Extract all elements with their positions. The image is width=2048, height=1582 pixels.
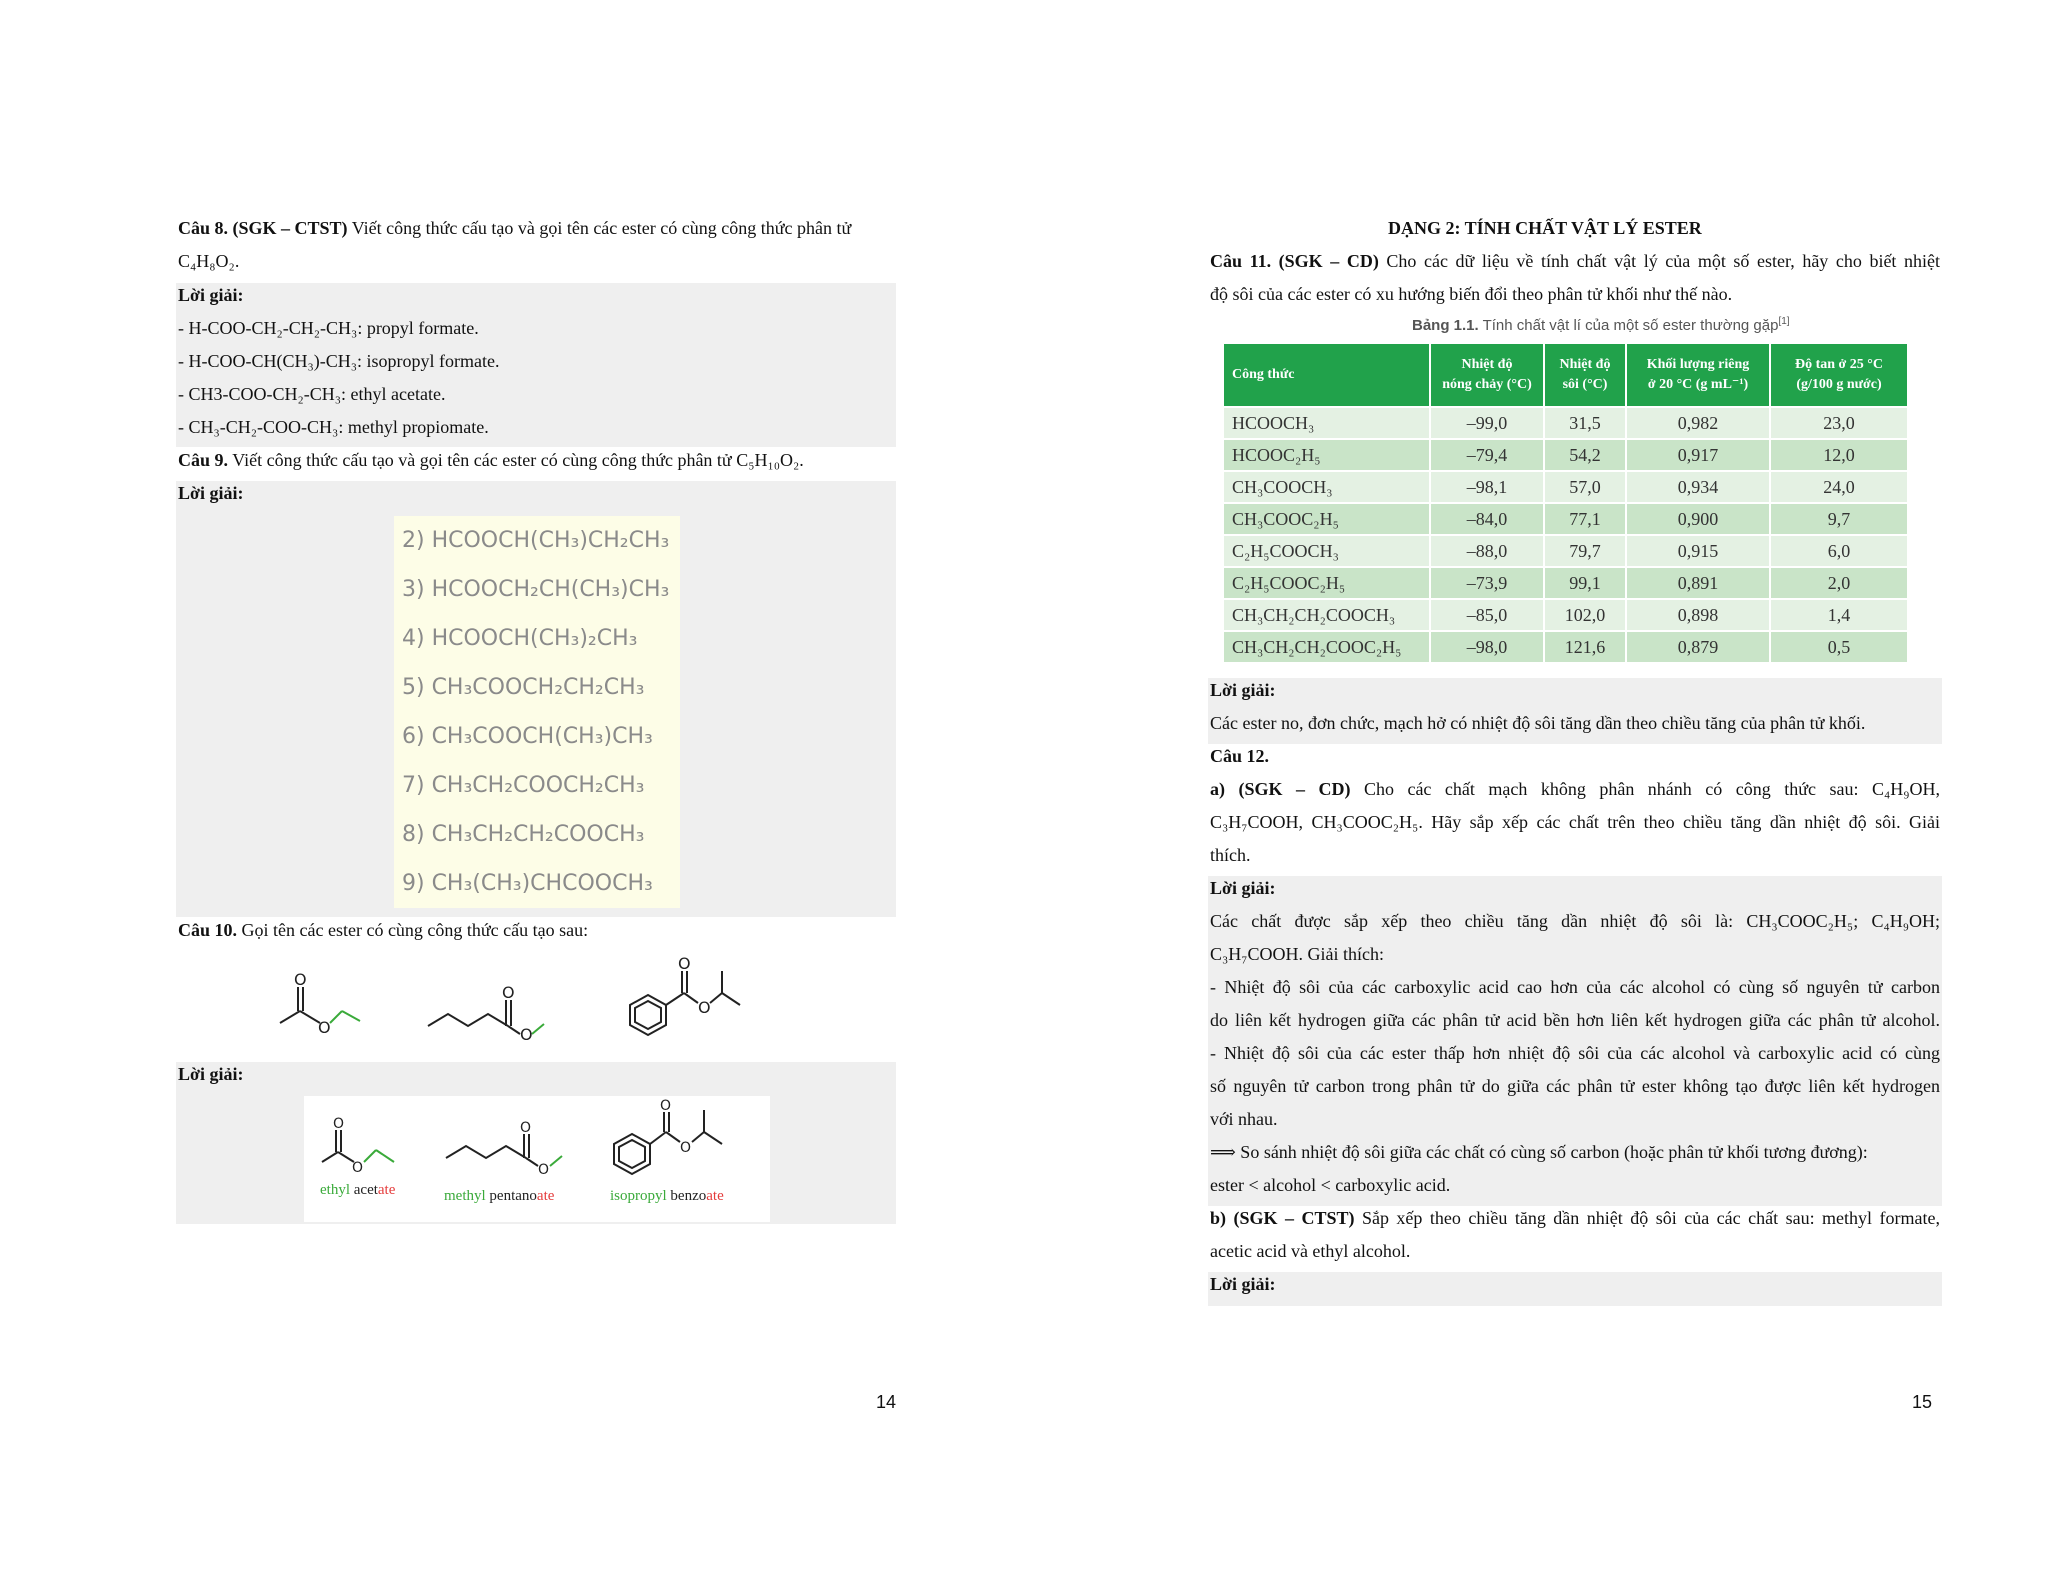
q12b-line-1: b) (SGK – CTST) Sắp xếp theo chiều tăng dần nhiệt độ sôi của các chất sau: methyl formate, (1210, 1208, 1940, 1228)
svg-text:O: O (502, 983, 515, 1002)
q12a-solution-line: ⟹ So sánh nhiệt độ sôi giữa các chất có cùng số carbon (hoặc phân tử khối tương đương): (1210, 1142, 1868, 1162)
q12a-solution-line: - Nhiệt độ sôi của các carboxylic acid cao hơn của các alcohol có cùng số nguyên tử carbon (1210, 977, 1940, 997)
formula-item: 2) HCOOCH(CH₃)CH₂CH₃ (402, 528, 670, 553)
q8-solution-label: Lời giải: (178, 285, 244, 305)
q12a-line-2: C₃H₇COOH, CH₃COOC₂H₅. Hãy sắp xếp các chất trên theo chiều tăng dần nhiệt độ sôi. Giải (1210, 812, 1940, 832)
table-header-row (1224, 344, 1907, 407)
q9-solution-label: Lời giải: (178, 483, 244, 503)
table-row: CH₃COOC₂H₅ –84,0 77,1 0,900 9,7 (1224, 503, 1907, 535)
q11-line-1 (1210, 249, 1940, 273)
svg-text:O: O (660, 1098, 672, 1114)
methyl-pentanoate-structure (420, 980, 550, 1040)
methyl-pentanoate-structure (438, 1118, 568, 1174)
svg-text:O: O (698, 998, 711, 1017)
q12a-solution-label: Lời giải: (1210, 878, 1276, 898)
q12-label: Câu 12. (1210, 746, 1270, 766)
svg-text:O: O (352, 1160, 364, 1172)
answer-name-isopropyl-benzoate: isopropyl benzoate (610, 1188, 724, 1204)
q10-label: Câu 10. (178, 920, 238, 940)
q11-label: Câu 11. (SGK – CD) (1210, 251, 1379, 271)
q8-text: Viết công thức cấu tạo và gọi tên các ester có cùng công thức phân tử (347, 218, 852, 238)
q9-label: Câu 9. (178, 450, 229, 470)
q12a-line-1: a) (SGK – CD) Cho các chất mạch không phân nhánh có công thức sau: C₄H₉OH, (1210, 779, 1941, 799)
q12a-solution-line: với nhau. (1210, 1109, 1278, 1129)
q12a-label: a) (SGK – CD) (1210, 779, 1351, 799)
table-header-cell: Nhiệt độ sôi (°C) (1544, 344, 1626, 407)
q11-solution-text: Các ester no, đơn chức, mạch hở có nhiệt độ sôi tăng dần theo chiều tăng của phân tử khối. (1210, 713, 1866, 733)
q12b-solution-label: Lời giải: (1210, 1274, 1276, 1294)
q12a-line-3: thích. (1210, 845, 1251, 865)
svg-text:O: O (520, 1120, 532, 1136)
q12b-solution-box (1208, 1272, 1942, 1306)
formula-item: 3) HCOOCH₂CH(CH₃)CH₃ (402, 577, 670, 602)
q8-solution-item: - H-COO-CH₂-CH₂-CH₃: propyl formate. (178, 318, 479, 338)
q12a-solution-line: - Nhiệt độ sôi của các ester thấp hơn nhiệt độ sôi của các alcohol và carboxylic acid có cùng (1210, 1043, 1940, 1063)
q8-solution-item: - CH₃-CH₂-COO-CH₃: methyl propiomate. (178, 417, 489, 437)
page-number: 14 (876, 1392, 897, 1412)
q10-line (178, 918, 588, 942)
table-row: CH₃COOCH₃ –98,1 57,0 0,934 24,0 (1224, 471, 1907, 503)
q8-formula: C₄H₈O₂. (178, 251, 240, 271)
formula-item: 4) HCOOCH(CH₃)₂CH₃ (402, 626, 638, 651)
table-row: CH₃CH₂CH₂COOCH₃ –85,0 102,0 0,898 1,4 (1224, 599, 1907, 631)
table-row: C₂H₅COOC₂H₅ –73,9 99,1 0,891 2,0 (1224, 567, 1907, 599)
q11-solution-label: Lời giải: (1210, 680, 1276, 700)
table-row: C₂H₅COOCH₃ –88,0 79,7 0,915 6,0 (1224, 535, 1907, 567)
table-header-cell: Nhiệt độ nóng chảy (°C) (1430, 344, 1544, 407)
q12a-solution-line: Các chất được sắp xếp theo chiều tăng dần nhiệt độ sôi là: CH₃COOC₂H₅; C₄H₉OH; (1210, 911, 1940, 931)
svg-text:O: O (678, 955, 691, 973)
isopropyl-benzoate-structure (618, 955, 748, 1045)
table-caption: Bảng 1.1. Tính chất vật lí của một số ester thường gặp[1] (1412, 316, 1790, 334)
page-right (1024, 0, 2048, 1582)
q8-solution-item: - H-COO-CH(CH₃)-CH₃: isopropyl formate. (178, 351, 500, 371)
table-header-cell: Độ tan ở 25 °C (g/100 g nước) (1770, 344, 1907, 407)
formula-item: 9) CH₃(CH₃)CHCOOCH₃ (402, 871, 653, 896)
table-row: HCOOC₂H₅ –79,4 54,2 0,917 12,0 (1224, 439, 1907, 471)
svg-text:O: O (520, 1025, 533, 1040)
q12b-line-2: acetic acid và ethyl alcohol. (1210, 1241, 1411, 1261)
q12a-solution-line: số nguyên tử carbon trong phân tử do giữa các phân tử ester không tạo được liên kết hydrogen (1210, 1076, 1940, 1096)
answer-name-ethyl-acetate: ethyl acetate (320, 1182, 396, 1198)
q12a-solution-line: C₃H₇COOH. Giải thích: (1210, 944, 1385, 964)
formula-list-box (394, 516, 680, 908)
q10-answer-panel (304, 1096, 770, 1222)
q12b-label: b) (SGK – CTST) (1210, 1208, 1355, 1228)
table-row: CH₃CH₂CH₂COOC₂H₅ –98,0 121,6 0,879 0,5 (1224, 631, 1907, 662)
isopropyl-benzoate-structure (604, 1098, 734, 1182)
q12a-solution-line: ester < alcohol < carboxylic acid. (1210, 1175, 1451, 1195)
svg-text:O: O (333, 1116, 345, 1132)
q12a-solution-line: do liên kết hydrogen giữa các phân tử acid bền hơn liên kết hydrogen giữa các phân tử alcohol. (1210, 1010, 1940, 1030)
ethyl-acetate-structure (270, 965, 370, 1035)
q9-line (178, 448, 804, 472)
svg-text:O: O (538, 1162, 550, 1174)
formula-item: 5) CH₃COOCH₂CH₂CH₃ (402, 675, 645, 700)
table-header-cell: Khối lượng riêng ở 20 °C (g mL⁻¹) (1626, 344, 1770, 407)
formula-item: 7) CH₃CH₂COOCH₂CH₃ (402, 773, 645, 798)
formula-item: 6) CH₃COOCH(CH₃)CH₃ (402, 724, 653, 749)
q8-solution-item: - CH3-COO-CH₂-CH₃: ethyl acetate. (178, 384, 446, 404)
q10-solution-label: Lời giải: (178, 1064, 244, 1084)
q11-line-2: độ sôi của các ester có xu hướng biến đổi theo phân tử khối như thế nào. (1210, 284, 1733, 304)
q9-text: Viết công thức cấu tạo và gọi tên các ester có cùng công thức phân tử C₅H₁₀O₂. (228, 450, 804, 470)
table-header-cell: Công thức (1224, 344, 1430, 407)
q11-text: Cho các dữ liệu về tính chất vật lý của một số ester, hãy cho biết nhiệt (1378, 251, 1941, 271)
answer-name-methyl-pentanoate: methyl pentanoate (444, 1188, 555, 1204)
table-row: HCOOCH₃ –99,0 31,5 0,982 23,0 (1224, 407, 1907, 439)
section-title: DẠNG 2: TÍNH CHẤT VẬT LÝ ESTER (1388, 218, 1702, 238)
q8-label: Câu 8. (SGK – CTST) (178, 218, 348, 238)
q10-text: Gọi tên các ester có cùng công thức cấu tạo sau: (237, 920, 589, 940)
page-number: 15 (1912, 1392, 1933, 1412)
ethyl-acetate-structure (314, 1112, 404, 1172)
svg-text:O: O (318, 1018, 331, 1035)
ester-properties-table (1224, 344, 1907, 662)
formula-item: 8) CH₃CH₂CH₂COOCH₃ (402, 822, 645, 847)
svg-text:O: O (680, 1140, 692, 1156)
q8-line-1 (178, 216, 851, 240)
svg-text:O: O (294, 970, 307, 989)
